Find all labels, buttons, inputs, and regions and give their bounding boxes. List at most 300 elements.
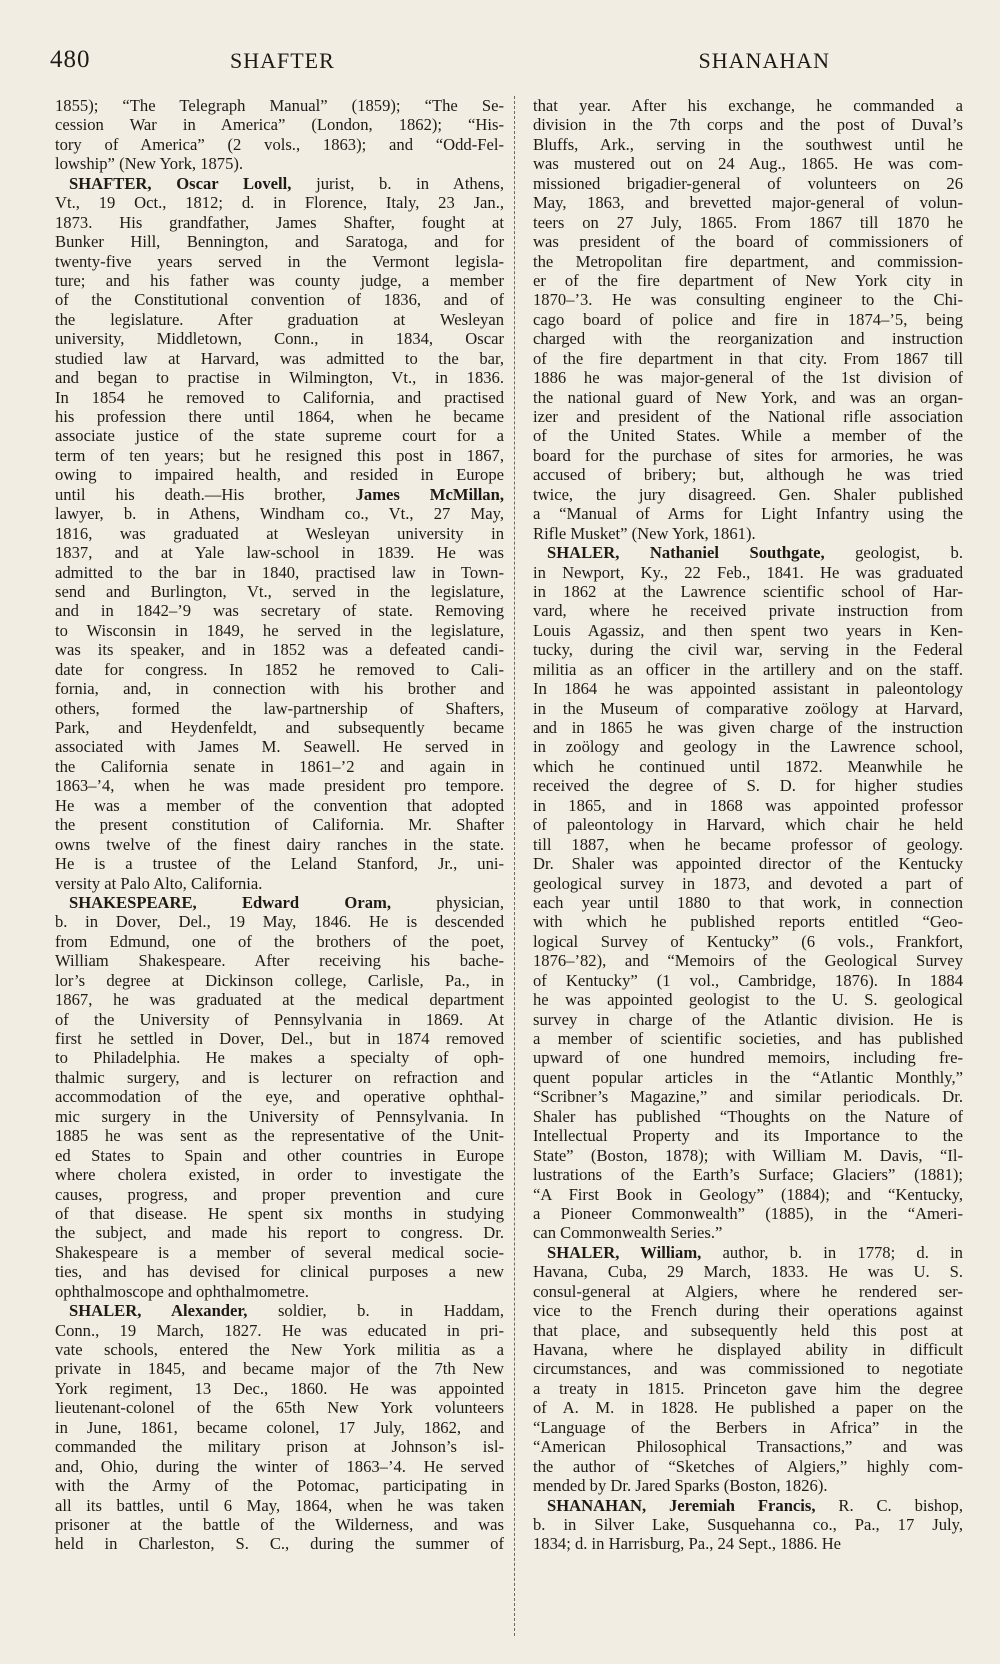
text-line	[533, 621, 963, 640]
text-line	[55, 1243, 504, 1262]
line-text: 1855); “The Telegraph Manual” (1859); “The Se-	[55, 96, 504, 115]
text-line	[533, 1107, 963, 1126]
line-text: In 1854 he removed to California, and practised	[55, 387, 504, 407]
line-text: with which he published reports entitled “Geo-	[533, 912, 963, 932]
line-text: Park, and Heydenfeldt, and subsequently became	[55, 718, 504, 737]
text-line	[55, 368, 504, 387]
line-text: mic surgery in the University of Pennsylvania. In	[55, 1106, 504, 1126]
text-line	[533, 601, 963, 620]
right-text-column	[533, 96, 963, 1554]
line-text: university, Middletown, Conn., in 1834, Oscar	[55, 329, 504, 349]
text-line	[55, 1048, 504, 1067]
line-text: geological survey in 1873, and devoted a part of	[533, 873, 963, 893]
text-line	[55, 1029, 504, 1048]
text-line	[533, 329, 963, 348]
text-line	[533, 932, 963, 951]
text-line	[533, 252, 963, 271]
line-text: ties, and has devised for clinical purposes a new	[55, 1262, 504, 1282]
text-line	[55, 1107, 504, 1126]
text-line	[55, 893, 504, 912]
line-text: of that disease. He spent six months in studying	[55, 1203, 504, 1223]
line-text: lor’s degree at Dickinson college, Carlisle, Pa., in	[55, 970, 504, 990]
line-text: in Newport, Ky., 22 Feb., 1841. He was graduated	[533, 562, 963, 582]
text-line	[533, 1010, 963, 1029]
text-line	[533, 115, 963, 134]
line-text: Dr. Shaler was appointed director of the Kentucky	[533, 854, 963, 874]
line-text: 1886 he was major-general of the 1st division of	[533, 368, 963, 388]
text-line	[55, 1359, 504, 1378]
text-line	[55, 1496, 504, 1515]
line-text: and began to practise in Wilmington, Vt., in 1836.	[55, 368, 504, 388]
line-text: fornia, and, in connection with his brother and	[55, 679, 504, 699]
line-text: teers on 27 July, 1865. From 1867 till 1870 he	[533, 212, 963, 232]
line-text: lustrations of the Earth’s Surface; Glaciers” (1881);	[533, 1165, 963, 1185]
line-text: Shakespeare is a member of several medical socie-	[55, 1242, 504, 1262]
line-text: of A. M. in 1828. He published a paper on the	[533, 1398, 963, 1418]
line-text: associate justice of the state supreme court for a	[55, 426, 504, 446]
line-text: the national guard of New York, and was an organ-	[533, 387, 963, 407]
line-text: quent popular articles in the “Atlantic Monthly,”	[533, 1067, 963, 1087]
line-text: the California senate in 1861–’2 and again in	[55, 756, 504, 776]
line-text: he was appointed geologist to the U. S. geological	[533, 990, 963, 1010]
left-text-column	[55, 96, 504, 1554]
text-line	[55, 718, 504, 737]
text-line	[55, 115, 504, 134]
line-text: prisoner at the battle of the Wilderness, and was	[55, 1514, 504, 1534]
line-text: 1876–’82), and “Memoirs of the Geological Survey	[533, 951, 963, 971]
text-line	[533, 368, 963, 387]
line-text: “Scribner’s Magazine,” and similar periodicals. Dr.	[533, 1087, 963, 1107]
text-line	[55, 349, 504, 368]
line-text: of Kentucky” (1 vol., Cambridge, 1876). In 1884	[533, 970, 963, 990]
text-line	[55, 543, 504, 562]
text-line	[55, 563, 504, 582]
line-text: studied law at Harvard, was admitted to the bar,	[55, 348, 504, 368]
line-text: all its battles, until 6 May, 1864, when he was taken	[55, 1495, 504, 1515]
text-line	[533, 1223, 963, 1242]
text-line	[533, 96, 963, 115]
text-line	[533, 1437, 963, 1456]
text-line	[533, 718, 963, 737]
line-text: Rifle Musket” (New York, 1861).	[533, 523, 756, 543]
line-text: first he settled in Dover, Del., but in 1874 removed	[55, 1029, 504, 1048]
line-text: in zoölogy and geology in the Lawrence school,	[533, 737, 963, 757]
text-line	[533, 699, 963, 718]
text-line	[55, 1068, 504, 1087]
line-text: in 1862 at the Lawrence scientific school of Har-	[533, 581, 963, 601]
text-line	[533, 1515, 963, 1534]
text-line	[55, 874, 504, 893]
text-line	[55, 971, 504, 990]
text-line	[55, 96, 504, 115]
line-text: his profession there until 1864, when he became	[55, 407, 504, 426]
entry-name: SHAKESPEARE, Edward Oram,	[69, 892, 391, 912]
line-text: lowship” (New York, 1875).	[55, 154, 244, 174]
text-line	[55, 135, 504, 154]
line-text: b. in Silver Lake, Susquehanna co., Pa., 17 July,	[533, 1514, 963, 1534]
text-line	[533, 1087, 963, 1106]
text-line	[533, 426, 963, 445]
line-text: till 1887, when he became professor of geology.	[533, 834, 963, 854]
text-line	[55, 1437, 504, 1456]
line-text: survey in charge of the Atlantic division. He is	[533, 1009, 963, 1029]
line-text: militia as an officer in the artillery and on the staff.	[533, 659, 963, 679]
text-line	[533, 1457, 963, 1476]
line-text: He is a trustee of the Leland Stanford, Jr., uni-	[55, 854, 504, 874]
line-text: State” (Boston, 1878); with William M. Davis, “Il-	[533, 1145, 963, 1165]
line-text: causes, progress, and proper prevention and cure	[55, 1184, 504, 1204]
text-line	[55, 582, 504, 601]
text-line	[55, 252, 504, 271]
line-text: Conn., 19 March, 1827. He was educated in pri-	[55, 1320, 504, 1340]
entry-name: SHALER, Nathaniel Southgate,	[547, 543, 825, 563]
line-text: upward of one hundred memoirs, including fre-	[533, 1048, 963, 1068]
text-line	[55, 524, 504, 543]
line-text: b. in Dover, Del., 19 May, 1846. He is descended	[55, 912, 504, 932]
text-line	[55, 932, 504, 951]
line-text: board for the purchase of sites for armories, he was	[533, 445, 963, 465]
text-line	[55, 388, 504, 407]
page-header	[50, 40, 950, 80]
line-text: others, formed the law-partnership of Shafters,	[55, 698, 504, 718]
text-line	[55, 815, 504, 834]
text-line	[533, 213, 963, 232]
line-text: until his death.—His brother,	[55, 484, 356, 504]
text-line	[533, 563, 963, 582]
text-line	[55, 213, 504, 232]
column-divider	[514, 96, 515, 1636]
line-text: associated with James M. Seawell. He served in	[55, 737, 504, 757]
text-line	[55, 990, 504, 1009]
text-line	[533, 446, 963, 465]
text-line	[533, 1476, 963, 1495]
line-text: tucky, during the civil war, serving in the Federal	[533, 640, 963, 660]
line-text: cession War in America” (London, 1862); “His-	[55, 115, 504, 135]
text-line	[55, 407, 504, 426]
text-line	[533, 835, 963, 854]
line-text: izer and president of the National rifle association	[533, 407, 963, 426]
line-text: “American Philosophical Transactions,” and was	[533, 1437, 963, 1457]
line-text: accommodation of the eye, and operative ophthal-	[55, 1087, 504, 1107]
line-text: ed States to Spain and other countries in Europe	[55, 1145, 504, 1165]
text-line	[533, 1068, 963, 1087]
text-line	[533, 1379, 963, 1398]
line-text: owing to impaired health, and resided in Europe	[55, 465, 504, 485]
line-text: Bunker Hill, Bennington, and Saratoga, and for	[55, 232, 504, 252]
line-text: in 1865, and in 1868 was appointed professor	[533, 795, 963, 815]
text-line	[533, 193, 963, 212]
text-line	[55, 1185, 504, 1204]
text-line	[533, 349, 963, 368]
text-line	[533, 1282, 963, 1301]
text-line	[533, 135, 963, 154]
text-line	[55, 1398, 504, 1417]
line-text: ophthalmoscope and ophthalmometre.	[55, 1281, 309, 1301]
text-line	[533, 874, 963, 893]
line-text: private in 1845, and became major of the 7th New	[55, 1359, 504, 1379]
line-text: that year. After his exchange, he commanded a	[533, 96, 963, 115]
text-line	[533, 1029, 963, 1048]
line-text: and in 1865 he was given charge of the instruction	[533, 718, 963, 737]
text-line	[533, 1185, 963, 1204]
entry-name: SHAFTER, Oscar Lovell,	[69, 173, 292, 193]
line-text: of the University of Pennsylvania in 1869. At	[55, 1009, 504, 1029]
text-line	[55, 232, 504, 251]
text-line	[55, 699, 504, 718]
text-line	[55, 1262, 504, 1281]
text-line	[55, 1204, 504, 1223]
line-text: “A First Book in Geology” (1884); and “Kentucky,	[533, 1184, 963, 1204]
line-text: mended by Dr. Jared Sparks (Boston, 1826).	[533, 1476, 828, 1496]
text-line	[55, 1010, 504, 1029]
text-line	[55, 660, 504, 679]
text-line	[55, 446, 504, 465]
line-text: R. C. bishop,	[815, 1495, 963, 1515]
page-number: 480	[50, 46, 91, 73]
text-line	[55, 1301, 504, 1320]
line-text: date for congress. In 1852 he removed to Cali-	[55, 659, 504, 679]
entry-name: James McMillan,	[355, 484, 504, 504]
line-text: was its speaker, and in 1852 was a defeated candi-	[55, 640, 504, 660]
text-line	[533, 912, 963, 931]
line-text: owns twelve of the finest dairy ranches in the state.	[55, 834, 504, 854]
text-line	[533, 757, 963, 776]
text-line	[55, 290, 504, 309]
text-line	[55, 1126, 504, 1145]
text-line	[55, 737, 504, 756]
line-text: Louis Agassiz, and then spent two years in Ken-	[533, 620, 963, 640]
line-text: vice to the French during their operations against	[533, 1301, 963, 1321]
text-line	[533, 1301, 963, 1320]
line-text: can Commonwealth Series.”	[533, 1223, 723, 1243]
text-line	[55, 310, 504, 329]
line-text: division in the 7th corps and the post of Duval’s	[533, 115, 963, 135]
text-line	[533, 290, 963, 309]
line-text: which he continued until 1872. Meanwhile he	[533, 756, 963, 776]
line-text: in the Museum of comparative zoölogy at Harvard,	[533, 698, 963, 718]
text-line	[55, 621, 504, 640]
text-line	[533, 1146, 963, 1165]
text-line	[55, 854, 504, 873]
text-line	[533, 271, 963, 290]
text-line	[533, 1243, 963, 1262]
text-line	[533, 407, 963, 426]
line-text: a member of scientific societies, and has published	[533, 1029, 963, 1048]
text-line	[55, 1457, 504, 1476]
text-line	[533, 1165, 963, 1184]
line-text: 1870–’3. He was consulting engineer to the Chi-	[533, 290, 963, 310]
text-line	[55, 271, 504, 290]
text-line	[55, 1223, 504, 1242]
text-line	[533, 524, 963, 543]
line-text: Intellectual Property and its Importance to the	[533, 1126, 963, 1146]
right-running-head: SHANAHAN	[698, 48, 830, 73]
line-text: twice, the jury disagreed. Gen. Shaler published	[533, 484, 963, 504]
line-text: consul-general at Algiers, where he rendered ser-	[533, 1281, 963, 1301]
line-text: er of the fire department of New York city in	[533, 270, 963, 290]
text-line	[533, 854, 963, 873]
text-line	[533, 504, 963, 523]
line-text: cago board of police and fire in 1874–’5, being	[533, 309, 963, 329]
line-text: Shaler has published “Thoughts on the Nature of	[533, 1106, 963, 1126]
text-line	[533, 1496, 963, 1515]
text-line	[533, 1048, 963, 1067]
line-text: circumstances, and was commissioned to negotiate	[533, 1359, 963, 1379]
text-line	[55, 601, 504, 620]
line-text: 1834; d. in Harrisburg, Pa., 24 Sept., 1886. He	[533, 1534, 842, 1554]
line-text: of the fire department in that city. From 1867 till	[533, 348, 963, 368]
line-text: the author of “Sketches of Algiers,” highly com-	[533, 1456, 963, 1476]
line-text: where cholera existed, in order to investigate the	[55, 1165, 504, 1185]
line-text: logical Survey of Kentucky” (6 vols., Frankfort,	[533, 931, 963, 951]
line-text: received the degree of S. D. for higher studies	[533, 776, 963, 796]
text-line	[55, 1534, 504, 1553]
line-text: vard, where he received private instruction from	[533, 601, 963, 621]
line-text: from Edmund, one of the brothers of the poet,	[55, 931, 504, 951]
line-text: a “Manual of Arms for Light Infantry using the	[533, 504, 963, 524]
line-text: and, Ohio, during the winter of 1863–’4. He served	[55, 1456, 504, 1476]
text-line	[533, 543, 963, 562]
text-line	[55, 1321, 504, 1340]
text-line	[533, 951, 963, 970]
line-text: 1867, he was graduated at the medical department	[55, 990, 504, 1010]
line-text: of paleontology in Harvard, which chair he held	[533, 815, 963, 835]
line-text: in June, 1861, became colonel, 17 July, 1862, and	[55, 1417, 504, 1437]
line-text: the Metropolitan fire department, and commission-	[533, 251, 963, 271]
line-text: 1863–’4, when he was made president pro tempore.	[55, 776, 504, 796]
text-line	[55, 426, 504, 445]
text-line	[55, 1476, 504, 1495]
text-line	[55, 757, 504, 776]
text-line	[533, 174, 963, 193]
line-text: of the United States. While a member of the	[533, 426, 963, 446]
entry-name: SHALER, William,	[547, 1242, 702, 1262]
text-line	[55, 912, 504, 931]
left-running-head: SHAFTER	[230, 48, 335, 73]
text-line	[55, 154, 504, 173]
text-line	[55, 1379, 504, 1398]
line-text: Bluffs, Ark., serving in the southwest until he	[533, 134, 963, 154]
line-text: 1873. His grandfather, James Shafter, fought at	[55, 212, 504, 232]
text-line	[533, 232, 963, 251]
text-line	[533, 1262, 963, 1281]
text-line	[533, 582, 963, 601]
line-text: each year until 1880 to that work, in connection	[533, 892, 963, 912]
line-text: was mustered out on 24 Aug., 1865. He was com-	[533, 154, 963, 174]
text-line	[55, 1282, 504, 1301]
line-text: “Language of the Berbers in Africa” in the	[533, 1417, 963, 1437]
line-text: was president of the board of commissioners of	[533, 232, 963, 252]
line-text: admitted to the bar in 1840, practised law in Town-	[55, 562, 504, 582]
text-line	[533, 388, 963, 407]
text-line	[533, 990, 963, 1009]
text-line	[55, 951, 504, 970]
text-line	[55, 1515, 504, 1534]
text-line	[55, 1340, 504, 1359]
text-line	[533, 776, 963, 795]
text-line	[55, 329, 504, 348]
text-line	[533, 796, 963, 815]
text-line	[533, 660, 963, 679]
line-text: William Shakespeare. After receiving his bache-	[55, 951, 504, 971]
text-line	[55, 1087, 504, 1106]
line-text: to Wisconsin in 1849, he served in the legislature,	[55, 620, 504, 640]
text-line	[533, 485, 963, 504]
line-text: In 1864 he was appointed assistant in paleontology	[533, 679, 963, 699]
line-text: a treaty in 1815. Princeton gave him the degree	[533, 1378, 963, 1398]
line-text: 1816, was graduated at Wesleyan university in	[55, 523, 504, 543]
text-line	[533, 465, 963, 484]
text-line	[533, 815, 963, 834]
text-line	[55, 776, 504, 795]
text-line	[55, 485, 504, 504]
text-line	[533, 1204, 963, 1223]
line-text: geologist, b.	[824, 543, 963, 563]
text-line	[533, 154, 963, 173]
line-text: versity at Palo Alto, California.	[55, 873, 263, 893]
text-line	[533, 1418, 963, 1437]
line-text: jurist, b. in Athens,	[291, 173, 504, 193]
line-text: He was a member of the convention that adopted	[55, 795, 504, 815]
line-text: Havana, where he displayed ability in difficult	[533, 1340, 963, 1359]
line-text: held in Charleston, S. C., during the summer of	[55, 1534, 504, 1554]
line-text: York regiment, 13 Dec., 1860. He was appointed	[55, 1378, 504, 1398]
text-line	[55, 465, 504, 484]
line-text: commanded the military prison at Johnson’s isl-	[55, 1437, 504, 1457]
line-text: twenty-five years served in the Vermont legisla-	[55, 251, 504, 271]
text-line	[533, 737, 963, 756]
text-line	[533, 1534, 963, 1553]
text-line	[55, 1418, 504, 1437]
line-text: lawyer, b. in Athens, Windham co., Vt., 27 May,	[55, 504, 504, 524]
text-line	[55, 835, 504, 854]
line-text: 1885 he was sent as the representative of the Unit-	[55, 1126, 504, 1146]
line-text: missioned brigadier-general of volunteers on 26	[533, 173, 963, 193]
line-text: with the Army of the Potomac, participating in	[55, 1476, 504, 1496]
text-line	[55, 640, 504, 659]
text-line	[533, 1398, 963, 1417]
line-text: ture; and his father was county judge, a member	[55, 270, 504, 290]
line-text: author, b. in 1778; d. in	[701, 1242, 963, 1262]
text-line	[533, 1126, 963, 1145]
line-text: vate schools, entered the New York militia as a	[55, 1340, 504, 1359]
line-text: soldier, b. in Haddam,	[247, 1301, 504, 1321]
line-text: the subject, and made his report to congress. Dr.	[55, 1223, 504, 1243]
line-text: Havana, Cuba, 29 March, 1833. He was U. S.	[533, 1262, 963, 1282]
line-text: thalmic surgery, and is lecturer on refraction and	[55, 1067, 504, 1087]
line-text: that place, and subsequently held this post at	[533, 1320, 963, 1340]
entry-name: SHANAHAN, Jeremiah Francis,	[547, 1495, 816, 1515]
line-text: the legislature. After graduation at Wesleyan	[55, 309, 504, 329]
line-text: charged with the reorganization and instruction	[533, 329, 963, 349]
line-text: send and Burlington, Vt., served in the legislature,	[55, 581, 504, 601]
text-line	[55, 1165, 504, 1184]
text-line	[55, 1146, 504, 1165]
text-line	[55, 504, 504, 523]
text-line	[533, 1321, 963, 1340]
text-line	[533, 1340, 963, 1359]
line-text: May, 1863, and brevetted major-general of volun-	[533, 193, 963, 213]
line-text: physician,	[390, 892, 504, 912]
line-text: lieutenant-colonel of the 65th New York volunteers	[55, 1398, 504, 1418]
text-line	[533, 1359, 963, 1378]
line-text: 1837, and at Yale law-school in 1839. He was	[55, 543, 504, 563]
text-line	[55, 679, 504, 698]
line-text: of the Constitutional convention of 1836, and of	[55, 290, 504, 310]
text-line	[533, 893, 963, 912]
text-line	[533, 971, 963, 990]
line-text: the present constitution of California. Mr. Shafter	[55, 815, 504, 835]
